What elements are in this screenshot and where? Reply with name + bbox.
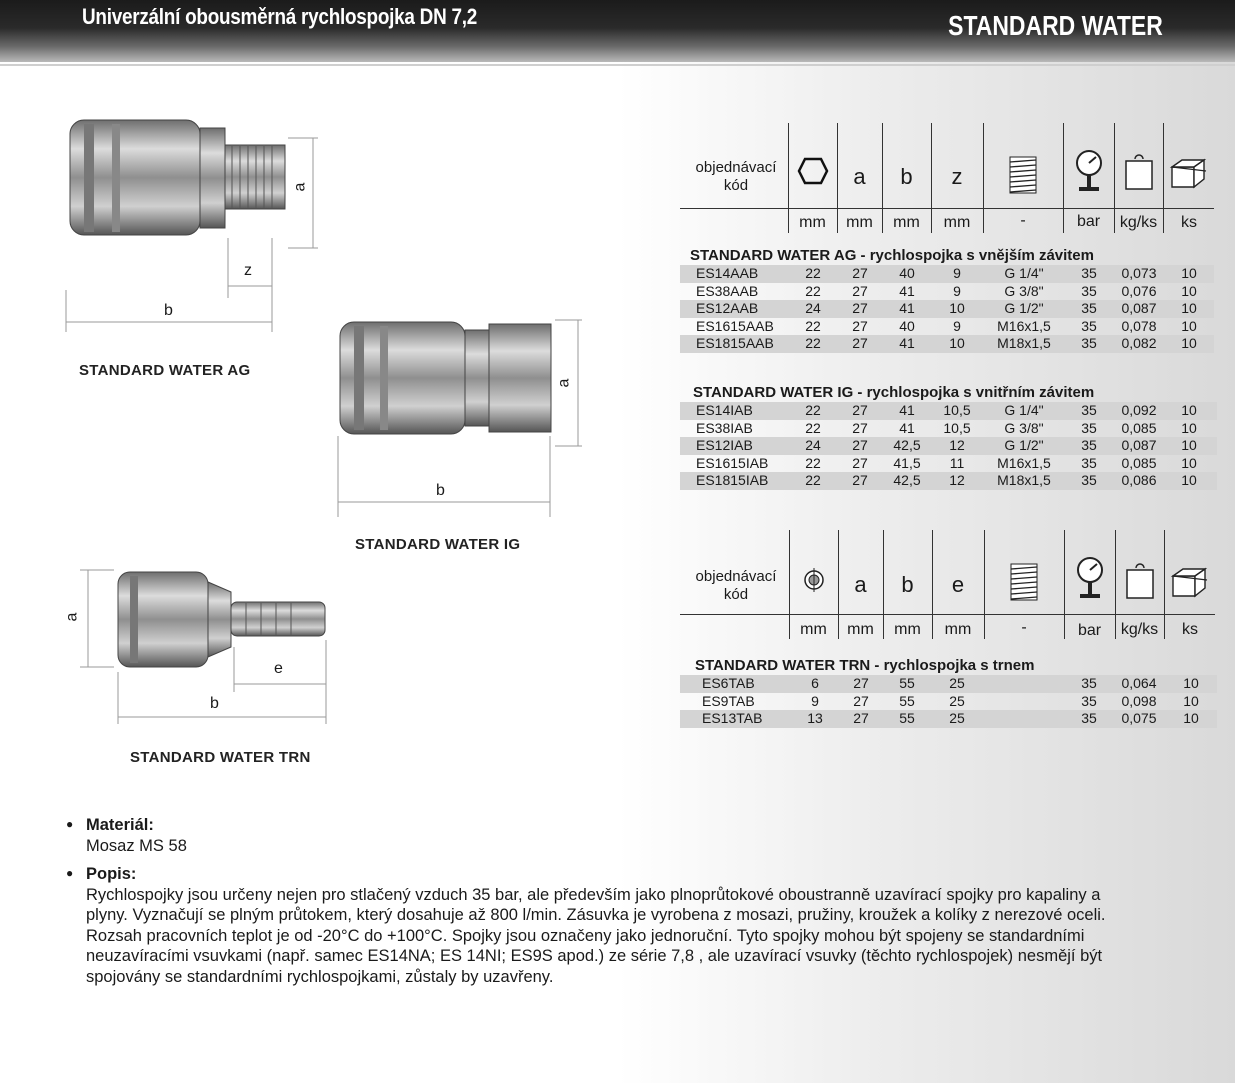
cell-a: 27 [853,692,869,709]
page-title: Univerzální obousměrná rychlospojka DN 7,2 [82,4,478,29]
cell-b: 41 [899,419,915,436]
cell-thread: G 1/2" [1004,300,1044,317]
table-header-rule [680,614,1215,615]
cell-ks: 10 [1181,454,1197,471]
cell-z: 9 [953,317,961,334]
order-code-header: objednávací kód [695,568,777,603]
cell-hex: 22 [805,265,821,281]
cell-bar: 35 [1081,300,1097,317]
dim-b-ig: b [436,482,445,499]
cell-b: 55 [899,710,915,727]
dim-z-ag: z [244,262,252,279]
cell-a: 27 [852,419,868,436]
cell-a: 27 [852,437,868,454]
cell-a: 27 [852,282,868,299]
unit-bar: bar [1077,622,1102,639]
page-header [0,0,1235,62]
cell-code: ES12AAB [696,300,759,317]
coupling-trn-drawing [66,562,336,732]
table-row [680,420,1217,438]
cell-z: 12 [949,437,965,454]
cell-thread: G 3/8" [1004,282,1044,299]
label-ag: STANDARD WATER AG [79,362,251,379]
cell-code: ES6TAB [702,675,755,691]
dim-a-trn: a [63,612,81,622]
cell-thread: M18x1,5 [997,472,1051,489]
cell-d: 9 [811,692,819,709]
col-b-header: b [900,164,913,189]
unit-thread: - [1021,619,1027,636]
cell-kg: 0,098 [1121,692,1157,709]
cell-thread: M16x1,5 [997,317,1051,334]
order-code-header: objednávací kód [695,159,777,194]
cell-code: ES1615IAB [696,454,769,471]
weight-icon [1114,153,1163,197]
cell-hex: 22 [805,454,821,471]
table-row [680,300,1214,318]
cell-hex: 22 [805,472,821,489]
cell-kg: 0,073 [1121,265,1157,281]
section-title-ag: STANDARD WATER AG - rychlospojka s vnějším závitem [690,247,1094,264]
cell-thread: G 1/4" [1004,402,1044,418]
cell-kg: 0,064 [1121,675,1157,691]
table-row [680,437,1217,455]
notes [66,815,1146,987]
cell-bar: 35 [1081,692,1097,709]
cell-hex: 22 [805,282,821,299]
cell-d: 13 [807,710,823,727]
cell-b: 55 [899,675,915,691]
thread-icon [983,155,1063,201]
cell-ks: 10 [1181,437,1197,454]
cell-kg: 0,075 [1121,710,1157,727]
cell-e: 25 [949,675,965,691]
cell-ks: 10 [1183,675,1199,691]
table-row [680,693,1217,711]
cell-code: ES13TAB [702,710,763,727]
label-ig: STANDARD WATER IG [355,536,521,553]
cell-code: ES38AAB [696,282,759,299]
unit-b: mm [893,214,920,231]
cell-hex: 22 [805,419,821,436]
figure-trn [63,562,336,732]
cell-kg: 0,085 [1121,454,1157,471]
material-text: Mosaz MS 58 [86,836,187,855]
cell-bar: 35 [1081,710,1097,727]
unit-thread: - [1020,212,1026,229]
cell-z: 10 [949,335,965,352]
hex-icon [790,157,836,191]
cell-e: 25 [949,710,965,727]
cell-hex: 22 [805,402,821,418]
cell-ks: 10 [1181,402,1197,418]
cell-bar: 35 [1081,265,1097,281]
rows-ig [680,402,1217,490]
dim-e-trn: e [274,660,283,677]
cell-bar: 35 [1081,317,1097,334]
pressure-gauge-icon [1063,149,1114,199]
cell-code: ES9TAB [702,692,755,709]
cell-code: ES1815AAB [696,335,774,352]
cell-z: 10,5 [943,419,971,436]
section-title-trn: STANDARD WATER TRN - rychlospojka s trnem [695,657,1035,674]
unit-e: mm [944,621,972,638]
cell-z: 11 [949,454,965,471]
cell-kg: 0,078 [1121,317,1157,334]
dim-b-trn: b [210,695,219,712]
cell-code: ES38IAB [696,419,753,436]
table-row [680,710,1217,728]
cell-hex: 22 [805,335,821,352]
cell-bar: 35 [1081,335,1097,352]
dim-b-ag: b [164,302,173,319]
description-text: Rychlospojky jsou určeny nejen pro stlačený vzduch 35 bar, ale především jako plnoprůtokové oboustranně uzavírací spojky pro kapaliny a plyny. Vyznačují se plným průtokem, který dosahuje až 800 l/min. Zásuvka je vyrobena z mosazi, pružiny, kroužek a kolíky z nerezové oceli. Rozsah pracovních teplot je od -20°C do +100°C. Spojky jsou označeny jako jednoruční. Tyto spojky mohou být spojeny se standardními neuzavíracími vsuvkami (např. samec ES14NA; ES 14NI; ES9S apod.) ze série 7,8 , ale uzavírací vsuvky (těchto rychlospojek) nesmějí být spojovány se standardními rychlospojkami, zůstaly by uzavřeny. [86,885,1106,986]
cell-code: ES14AAB [696,265,759,281]
cell-b: 42,5 [893,437,921,454]
col-a-header: a [854,572,867,597]
description-heading: ● Popis: [66,864,1146,885]
cell-thread: M18x1,5 [997,335,1051,352]
cell-a: 27 [852,317,868,334]
cell-kg: 0,087 [1121,437,1157,454]
cell-code: ES1615AAB [696,317,774,334]
hose-diameter-icon [790,568,838,598]
cell-b: 40 [899,317,915,334]
col-z-header: z [951,164,963,189]
cell-z: 10,5 [943,402,971,418]
material-heading: ● Materiál: [66,815,1146,836]
cell-kg: 0,076 [1121,282,1157,299]
table-row [680,472,1217,490]
cell-bar: 35 [1081,675,1097,691]
table-row [680,335,1214,353]
cell-b: 41 [899,402,915,418]
table-row [680,318,1214,336]
spec-table-ag-ig [680,123,1220,493]
table-row [680,455,1217,473]
cell-bar: 35 [1081,454,1097,471]
cell-bar: 35 [1081,402,1097,418]
cell-b: 41 [899,335,915,352]
cell-ks: 10 [1183,692,1199,709]
cell-a: 27 [853,675,869,691]
cell-z: 9 [953,265,961,281]
cell-hex: 24 [805,300,821,317]
weight-icon [1115,562,1164,606]
table-header-rule [680,208,1214,209]
cell-thread: M16x1,5 [997,454,1051,471]
unit-ks: ks [1182,621,1198,638]
cell-e: 25 [949,692,965,709]
label-trn: STANDARD WATER TRN [130,749,311,766]
cell-bar: 35 [1081,472,1097,489]
rows-ag [680,265,1214,353]
unit-hex: mm [799,214,826,231]
pressure-gauge-icon [1064,556,1115,606]
cell-hex: 22 [805,317,821,334]
unit-a: mm [846,214,873,231]
cell-ks: 10 [1181,335,1197,352]
table-row [680,402,1217,420]
cell-b: 40 [899,265,915,281]
col-a-header: a [853,164,866,189]
cell-hex: 24 [805,437,821,454]
coupling-ag-drawing [60,110,340,340]
cell-code: ES12IAB [696,437,753,454]
spec-table-trn [680,530,1220,730]
header-divider [0,64,1235,66]
unit-b: mm [894,621,921,638]
cell-a: 27 [852,402,868,418]
col-b-header: b [901,572,914,597]
col-e-header: e [951,572,965,597]
section-title-ig: STANDARD WATER IG - rychlospojka s vnitřním závitem [693,384,1095,401]
cell-a: 27 [852,472,868,489]
unit-kg: kg/ks [1120,621,1159,638]
table-row [680,283,1214,301]
cell-kg: 0,092 [1121,402,1157,418]
dim-a-ag: a [291,182,309,192]
cell-ks: 10 [1181,317,1197,334]
cell-b: 55 [899,692,915,709]
cell-z: 10 [949,300,965,317]
coupling-ig-drawing [330,312,590,522]
cell-z: 12 [949,472,965,489]
cell-kg: 0,087 [1121,300,1157,317]
unit-ks: ks [1181,214,1197,231]
cell-b: 41,5 [893,454,921,471]
cell-b: 41 [899,282,915,299]
figure-ig [330,312,590,522]
cell-ks: 10 [1181,419,1197,436]
cell-a: 27 [852,335,868,352]
cell-bar: 35 [1081,282,1097,299]
cell-a: 27 [852,454,868,471]
cell-code: ES14IAB [696,402,753,418]
box-icon [1163,157,1215,195]
cell-bar: 35 [1081,437,1097,454]
dim-a-ig: a [555,378,573,388]
cell-b: 42,5 [893,472,921,489]
cell-d: 6 [811,675,819,691]
cell-ks: 10 [1181,472,1197,489]
unit-z: mm [943,214,971,231]
cell-b: 41 [899,300,915,317]
table-row [680,265,1214,283]
cell-ks: 10 [1183,710,1199,727]
cell-thread: G 3/8" [1004,419,1044,436]
cell-a: 27 [852,300,868,317]
rows-trn [680,675,1217,728]
cell-a: 27 [852,265,868,281]
unit-kg: kg/ks [1119,214,1158,231]
cell-a: 27 [853,710,869,727]
box-icon [1164,566,1216,604]
cell-thread: G 1/4" [1004,265,1044,281]
figure-ag [60,110,340,340]
cell-ks: 10 [1181,265,1197,281]
thread-icon [984,562,1064,608]
cell-ks: 10 [1181,282,1197,299]
cell-z: 9 [953,282,961,299]
cell-bar: 35 [1081,419,1097,436]
cell-thread: G 1/2" [1004,437,1044,454]
table-row [680,675,1217,693]
series-title: STANDARD WATER [948,10,1163,41]
cell-code: ES1815IAB [696,472,769,489]
unit-bar: bar [1076,213,1101,230]
cell-kg: 0,085 [1121,419,1157,436]
cell-ks: 10 [1181,300,1197,317]
cell-kg: 0,082 [1121,335,1157,352]
cell-kg: 0,086 [1121,472,1157,489]
unit-d: mm [800,621,827,638]
unit-a: mm [847,621,874,638]
